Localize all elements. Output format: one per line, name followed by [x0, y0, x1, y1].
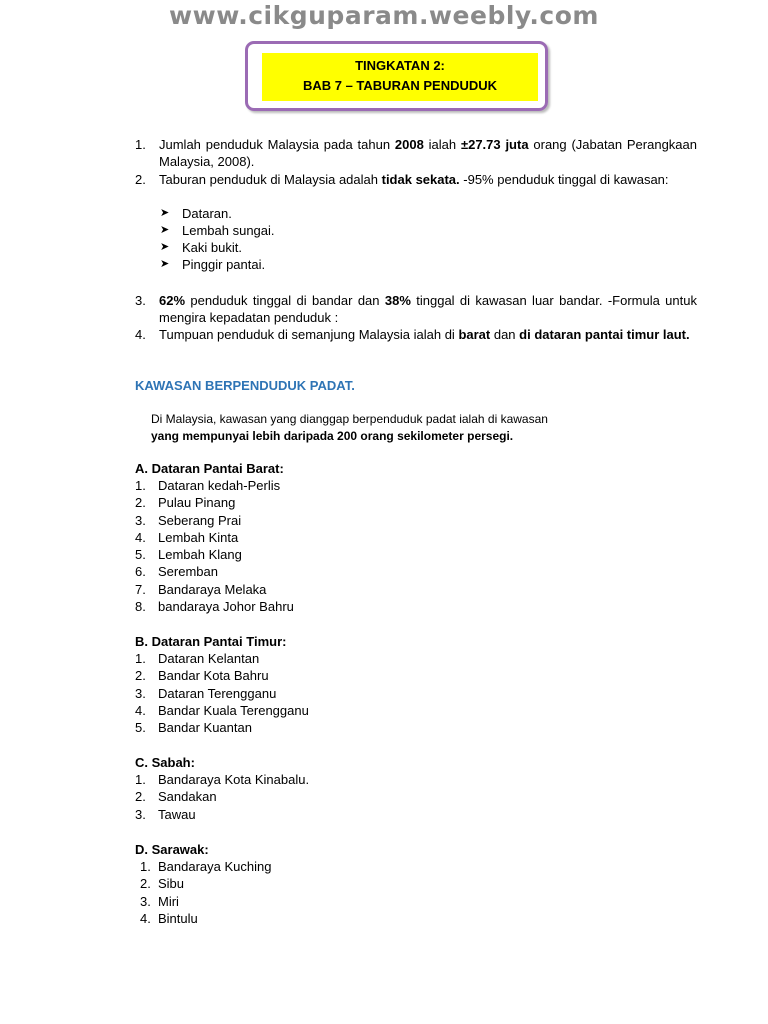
list-item: ➤ Kaki bukit.: [160, 240, 242, 255]
point-4: [135, 326, 697, 343]
point-1: [135, 136, 697, 170]
point-number: 2.: [135, 172, 146, 187]
list-heading: D. Sarawak:: [135, 842, 209, 857]
list-item: 3. Miri: [140, 893, 179, 909]
arrow-icon: ➤: [160, 224, 170, 236]
list-item: ➤ Pinggir pantai.: [160, 257, 266, 272]
list-item: 5. Lembah Klang: [135, 547, 242, 563]
list-item: ➤ Lembah sungai.: [160, 223, 275, 238]
point-text: Taburan penduduk di Malaysia adalah tidak sekata. -95% penduduk tinggal di kawasan:: [159, 172, 669, 187]
list-heading: B. Dataran Pantai Timur:: [135, 634, 287, 649]
title-box: [262, 53, 538, 101]
list-item: 4. Bandar Kuala Terengganu: [135, 702, 309, 718]
list-item: ➤ Dataran.: [160, 206, 232, 221]
list-item: 1. Bandaraya Kuching: [140, 859, 272, 874]
note-line-1: Di Malaysia, kawasan yang dianggap berpenduduk padat ialah di kawasan: [151, 412, 548, 426]
density-note: [151, 411, 548, 445]
note-line-2: yang mempunyai lebih daripada 200 orang sekilometer persegi.: [151, 429, 514, 443]
list-item: 3. Seberang Prai: [135, 512, 242, 528]
point-text: Jumlah penduduk Malaysia pada tahun 2008 ialah ±27.73 juta orang (Jabatan Perangkaan Malaysia, 2008).: [159, 137, 697, 169]
list-item: 1. Dataran kedah-Perlis: [135, 478, 281, 493]
watermark-url: www.cikguparam.weebly.com: [169, 1, 599, 30]
terrain-list: [160, 205, 275, 273]
list-b: [135, 633, 309, 736]
arrow-icon: ➤: [160, 258, 170, 270]
title-line-1: TINGKATAN 2:: [355, 58, 445, 73]
list-d: [135, 841, 271, 927]
arrow-icon: ➤: [160, 241, 170, 253]
list-item: 8. bandaraya Johor Bahru: [135, 599, 294, 615]
list-item: 3. Tawau: [135, 806, 196, 822]
list-item: 5. Bandar Kuantan: [135, 720, 252, 736]
list-heading: A. Dataran Pantai Barat:: [135, 461, 284, 476]
list-c: [135, 754, 309, 823]
list-item: 2. Sibu: [140, 876, 185, 892]
point-2: [135, 171, 697, 188]
list-item: 3. Dataran Terengganu: [135, 685, 277, 701]
list-item: 1. Dataran Kelantan: [135, 651, 260, 666]
point-3: [135, 292, 697, 326]
list-item: 2. Bandar Kota Bahru: [135, 668, 269, 684]
list-item: 6. Seremban: [135, 564, 218, 580]
point-text: 62% penduduk tinggal di bandar dan 38% tinggal di kawasan luar bandar. -Formula untuk mengira kepadatan penduduk :: [159, 293, 697, 325]
list-item: 4. Lembah Kinta: [135, 529, 239, 545]
section-heading: KAWASAN BERPENDUDUK PADAT.: [135, 378, 355, 393]
point-number: 4.: [135, 327, 146, 342]
list-a: [135, 460, 294, 615]
title-line-2: BAB 7 – TABURAN PENDUDUK: [302, 78, 498, 93]
list-item: 1. Bandaraya Kota Kinabalu.: [135, 772, 310, 787]
point-number: 1.: [135, 137, 146, 152]
arrow-icon: ➤: [160, 207, 170, 219]
list-item: 7. Bandaraya Melaka: [135, 581, 267, 597]
list-item: 4. Bintulu: [140, 910, 198, 926]
list-heading: C. Sabah:: [135, 755, 195, 770]
point-number: 3.: [135, 293, 146, 308]
list-item: 2. Pulau Pinang: [135, 495, 236, 511]
point-text: Tumpuan penduduk di semanjung Malaysia ialah di barat dan di dataran pantai timur laut.: [159, 327, 690, 342]
list-item: 2. Sandakan: [135, 789, 217, 805]
